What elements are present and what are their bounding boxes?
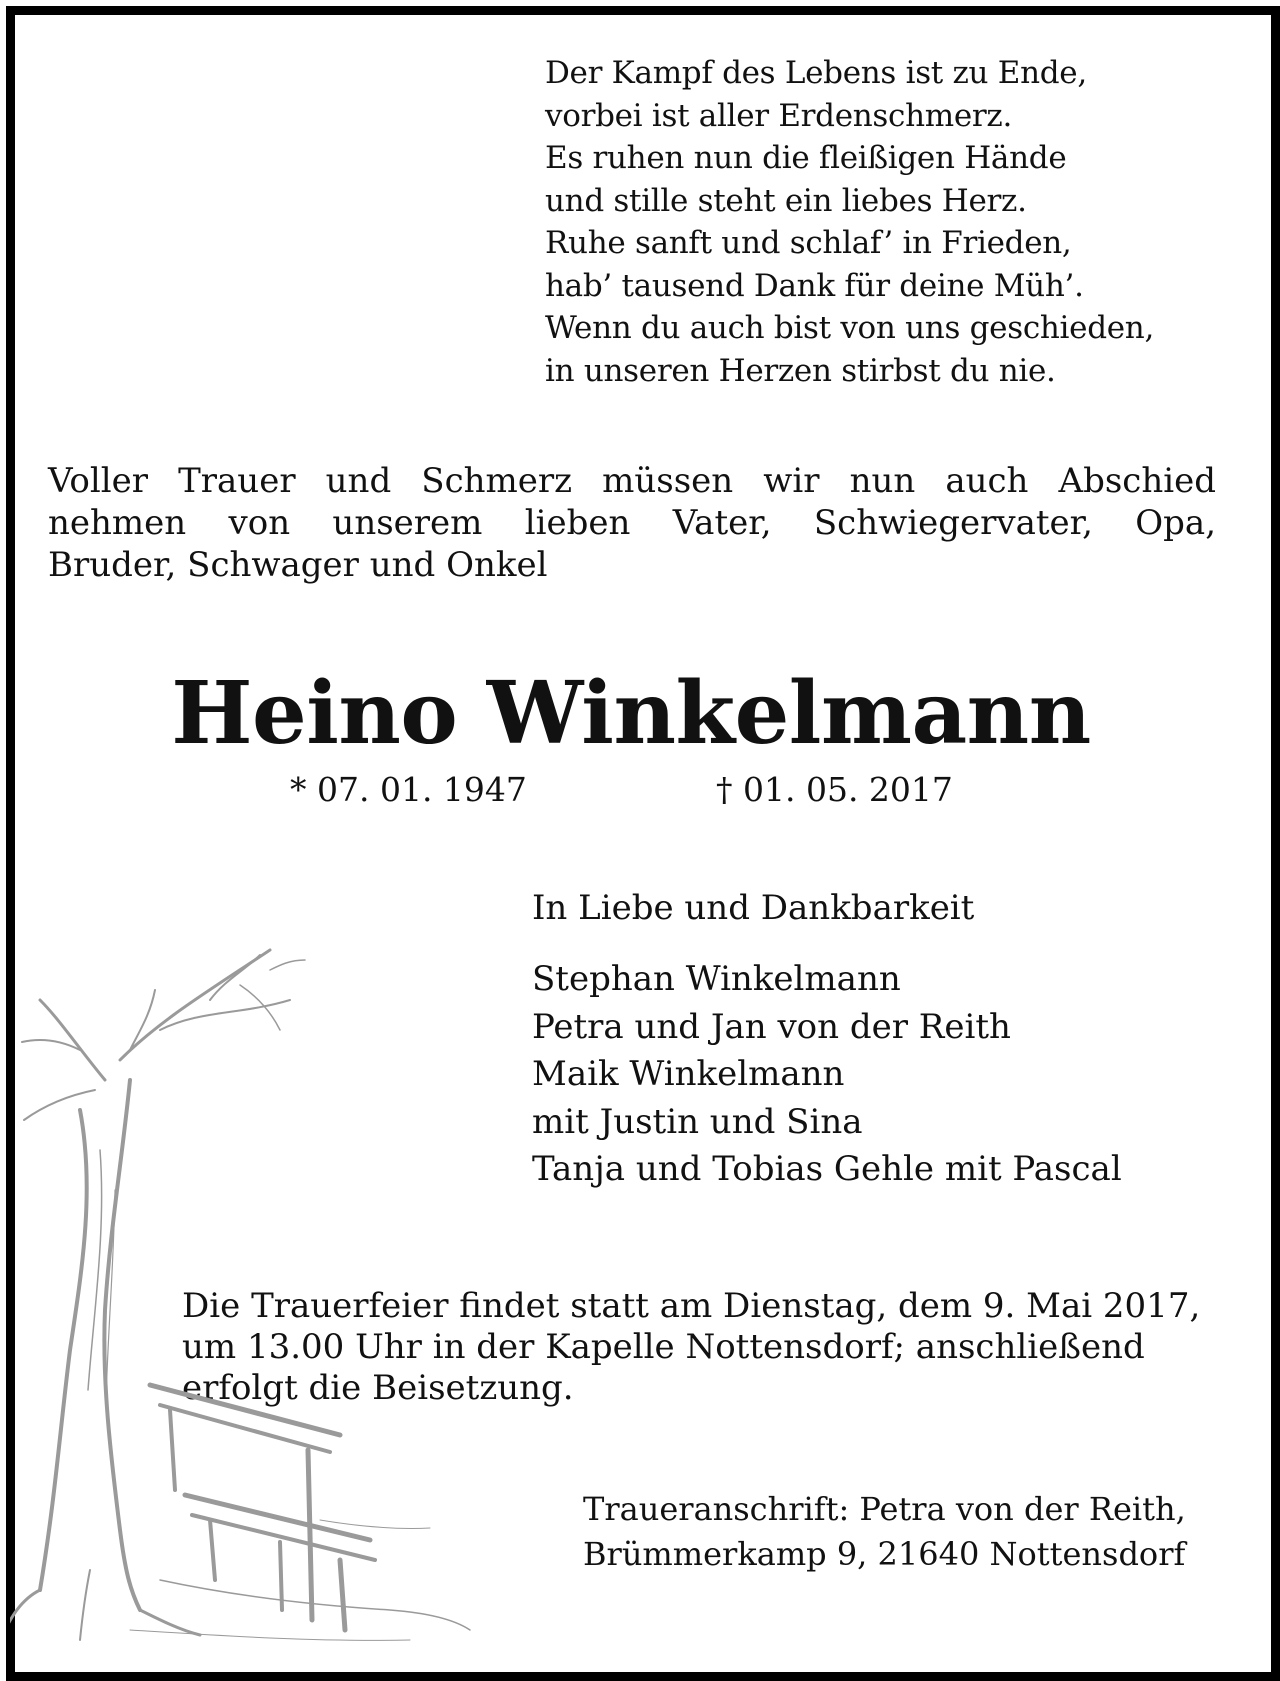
deceased-name: Heino Winkelmann <box>171 663 1091 764</box>
poem-line: Ruhe sanft und schlaf’ in Frieden, <box>545 225 1072 261</box>
poem-line: in unseren Herzen stirbst du nie. <box>545 352 1056 389</box>
tree-and-bench-sketch-icon <box>10 930 480 1650</box>
address-line: Brümmerkamp 9, 21640 Nottensdorf <box>583 1535 1186 1573</box>
poem-line: Wenn du auch bist von uns geschieden, <box>545 310 1155 346</box>
announcement-line: nehmen von unserem lieben Vater, Schwiegervater, Opa, <box>48 503 1216 543</box>
announcement-line: Bruder, Schwager und Onkel <box>48 545 548 585</box>
death-date: † 01. 05. 2017 <box>716 770 953 809</box>
address-line: Traueranschrift: Petra von der Reith, <box>583 1490 1186 1528</box>
service-line: um 13.00 Uhr in der Kapelle Nottensdorf; anschließend <box>182 1327 1145 1367</box>
poem-line: Der Kampf des Lebens ist zu Ende, <box>545 55 1087 91</box>
poem-line: vorbei ist aller Erdenschmerz. <box>545 97 1013 134</box>
birth-date: * 07. 01. 1947 <box>290 770 527 809</box>
mourner-name: Maik Winkelmann <box>532 1054 845 1094</box>
announcement-text <box>48 460 1216 586</box>
poem-line: hab’ tausend Dank für deine Müh’. <box>545 267 1084 304</box>
service-line: Die Trauerfeier findet statt am Dienstag, dem 9. Mai 2017, <box>182 1286 1201 1326</box>
announcement-line: Voller Trauer und Schmerz müssen wir nun auch Abschied <box>48 461 1216 501</box>
poem-line: Es ruhen nun die fleißigen Hände <box>545 140 1067 176</box>
mourning-address <box>583 1487 1223 1577</box>
mourner-name: Petra und Jan von der Reith <box>532 1006 1011 1047</box>
poem-line: und stille steht ein liebes Herz. <box>545 182 1027 219</box>
mourner-name: Stephan Winkelmann <box>532 959 901 999</box>
mourner-name: Tanja und Tobias Gehle mit Pascal <box>532 1149 1122 1189</box>
service-line: erfolgt die Beisetzung. <box>182 1368 574 1408</box>
mourners-heading: In Liebe und Dankbarkeit <box>532 888 975 928</box>
memorial-poem <box>545 52 1245 392</box>
mourner-name: mit Justin und Sina <box>532 1101 863 1142</box>
mourners-list <box>532 956 1122 1194</box>
